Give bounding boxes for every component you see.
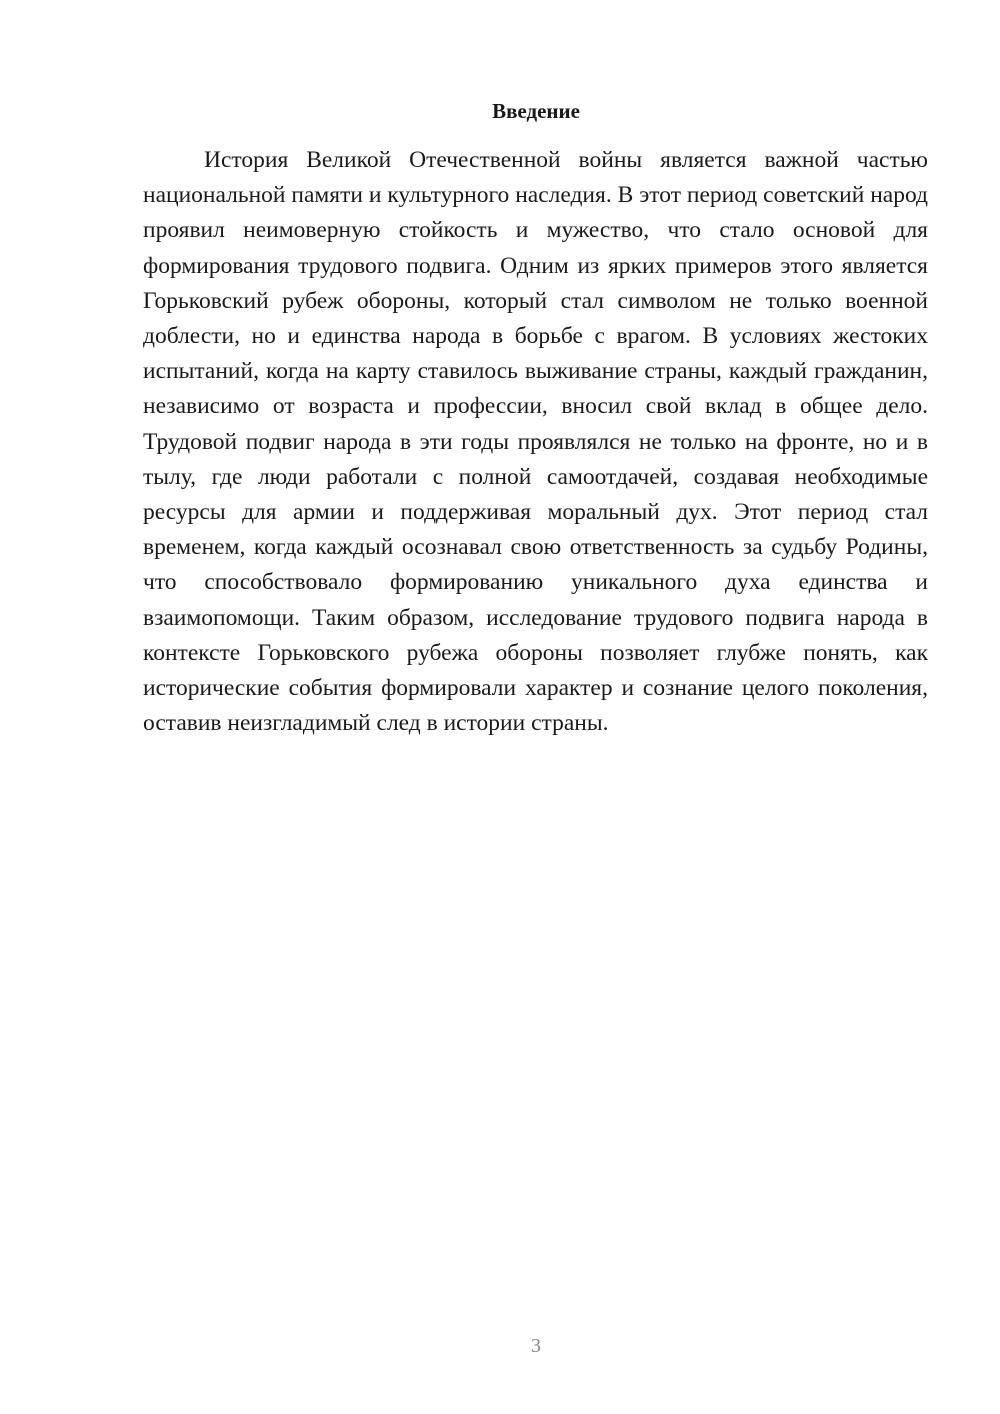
body-paragraph: История Великой Отечественной войны является важной частью национальной памяти и культурного наследия. В этот период советский народ проявил неимоверную стойкость и мужество, что стало основой для формирования трудового подвига. Одним из ярких примеров этого является Горьковский рубеж обороны, который стал символом не только военной доблести, но и единства народа в борьбе с врагом. В условиях жестоких испытаний, когда на карту ставилось выживание страны, каждый гражданин, независимо от возраста и профессии, вносил свой вклад в общее дело. Трудовой подвиг народа в эти годы проявлялся не только на фронте, но и в тылу, где люди работали с полной самоотдачей, создавая необходимые ресурсы для армии и поддерживая моральный дух. Этот период стал временем, когда каждый осознавал свою ответственность за судьбу Родины, что способствовало формированию уникального духа единства и взаимопомощи. Таким образом, исследование трудового подвига народа в контексте Горьковского рубежа обороны позволяет глубже понять, как исторические события формировали характер и сознание целого поколения, оставив неизгладимый след в истории страны. [143, 147, 928, 737]
section-heading: Введение [492, 99, 580, 123]
page-number: 3 [531, 1335, 541, 1357]
